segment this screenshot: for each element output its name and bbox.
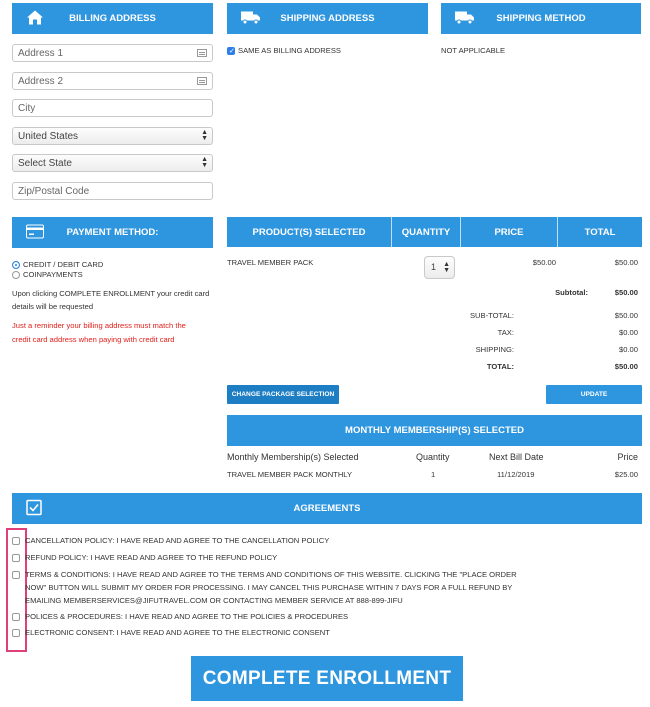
cancellation-policy-checkbox[interactable]	[12, 537, 20, 545]
membership-col-price: Price	[617, 452, 638, 462]
payment-method-header	[12, 217, 213, 248]
product-price: $50.00	[532, 258, 556, 267]
change-package-button[interactable]: CHANGE PACKAGE SELECTION	[227, 385, 339, 404]
truck-icon	[455, 10, 475, 27]
price-col-header: PRICE	[494, 226, 524, 238]
update-button[interactable]: UPDATE	[546, 385, 642, 404]
total-col-header: TOTAL	[584, 226, 616, 238]
select-arrows-icon: ▲ ▼	[201, 156, 208, 169]
shipping-address-title: SHIPPING ADDRESS	[280, 13, 375, 24]
summary-tax-label: TAX:	[497, 328, 514, 337]
complete-enrollment-label: COMPLETE ENROLLMENT	[202, 667, 452, 689]
policies-procedures-checkbox[interactable]	[12, 613, 20, 621]
select-arrows-icon: ▲ ▼	[201, 129, 208, 142]
payment-method-title: PAYMENT METHOD:	[66, 227, 159, 238]
billing-address-title: BILLING ADDRESS	[69, 13, 156, 24]
shipping-method-title: SHIPPING METHOD	[496, 13, 586, 24]
membership-col-quantity: Quantity	[416, 452, 450, 462]
refund-policy-checkbox[interactable]	[12, 554, 20, 562]
city-input[interactable]	[12, 99, 213, 117]
address1-input[interactable]	[12, 44, 213, 62]
home-icon	[26, 9, 44, 28]
summary-total-value: $50.00	[614, 362, 638, 371]
state-value: Select State	[18, 158, 72, 169]
zip-placeholder: Zip/Postal Code	[18, 186, 90, 197]
products-header	[227, 217, 642, 247]
zip-input[interactable]	[12, 182, 213, 200]
payment-info-line1: Upon clicking COMPLETE ENROLLMENT your credit card	[12, 289, 210, 298]
terms-conditions-checkbox[interactable]	[12, 571, 20, 579]
membership-row-quantity: 1	[431, 470, 436, 479]
shipping-method-header	[441, 3, 641, 34]
truck-icon	[241, 10, 261, 27]
credit-card-icon	[26, 224, 44, 241]
membership-title: MONTHLY MEMBERSHIP(S) SELECTED	[345, 425, 524, 436]
summary-tax-value: $0.00	[618, 328, 638, 337]
reminder-line1: Just a reminder your billing address must match the	[12, 321, 186, 330]
subtotal-label: Subtotal:	[555, 288, 588, 297]
terms-conditions-line1: TERMS & CONDITIONS: I HAVE READ AND AGREE TO THE TERMS AND CONDITIONS OF THIS WEBSITE. CLICKING THE "PLACE ORDER	[25, 570, 517, 579]
state-select[interactable]	[12, 154, 213, 172]
refund-policy-label: REFUND POLICY: I HAVE READ AND AGREE TO THE REFUND POLICY	[25, 553, 278, 562]
summary-shipping-label: SHIPPING:	[475, 345, 514, 354]
reminder-line2: credit card address when paying with credit card	[12, 335, 175, 344]
product-total: $50.00	[614, 258, 638, 267]
policies-procedures-label: POLICES & PROCEDURES: I HAVE READ AND AGREE TO THE POLICIES & PROCEDURES	[25, 612, 349, 621]
checkbox-icon	[26, 499, 42, 518]
summary-subtotal-label: SUB-TOTAL:	[469, 311, 514, 320]
summary-shipping-value: $0.00	[618, 345, 638, 354]
membership-col-date: Next Bill Date	[489, 452, 544, 462]
agreements-title: AGREEMENTS	[293, 503, 361, 514]
payment-info-line2: details will be requested	[12, 302, 94, 311]
terms-conditions-line3: EMAILING MEMBERSERVICES@JIFUTRAVEL.COM OR CONTACTING MEMBER SERVICE AT 888-899-JIFU	[25, 596, 403, 605]
address2-input[interactable]	[12, 72, 213, 90]
same-as-billing-label: SAME AS BILLING ADDRESS	[238, 46, 341, 55]
credit-card-label: CREDIT / DEBIT CARD	[23, 260, 104, 269]
electronic-consent-label: ELECTRONIC CONSENT: I HAVE READ AND AGREE TO THE ELECTRONIC CONSENT	[25, 628, 330, 637]
coinpayments-radio[interactable]	[12, 271, 20, 279]
cancellation-policy-label: CANCELLATION POLICY: I HAVE READ AND AGREE TO THE CANCELLATION POLICY	[25, 536, 330, 545]
summary-total-label: TOTAL:	[486, 362, 514, 371]
billing-address-header	[12, 3, 213, 34]
shipping-method-value: NOT APPLICABLE	[441, 46, 506, 55]
membership-row-name: TRAVEL MEMBER PACK MONTHLY	[227, 470, 353, 479]
agreements-header	[12, 493, 642, 524]
subtotal-value: $50.00	[614, 288, 638, 297]
same-as-billing-checkbox[interactable]	[227, 47, 235, 55]
membership-row-price: $25.00	[614, 470, 638, 479]
address2-placeholder: Address 2	[18, 76, 64, 87]
summary-subtotal-value: $50.00	[614, 311, 638, 320]
quantity-select[interactable]	[424, 256, 455, 279]
membership-row-date: 11/12/2019	[497, 470, 535, 479]
address-card-icon	[197, 49, 207, 57]
city-placeholder: City	[18, 103, 36, 114]
credit-card-radio[interactable]	[12, 261, 20, 269]
address-card-icon	[197, 77, 207, 85]
product-name: TRAVEL MEMBER PACK	[227, 258, 314, 267]
membership-header	[227, 415, 642, 446]
product-col-header: PRODUCT(S) SELECTED	[252, 226, 366, 238]
shipping-address-header	[227, 3, 428, 34]
electronic-consent-checkbox[interactable]	[12, 629, 20, 637]
complete-enrollment-button[interactable]	[191, 656, 463, 701]
select-arrows-icon: ▲ ▼	[443, 261, 450, 274]
country-value: United States	[18, 131, 79, 142]
terms-conditions-line2: NOW" BUTTON WILL SUBMIT MY ORDER FOR PROCESSING. I MAY CANCEL THIS PURCHASE WITHIN 7 DAYS FOR A FULL REFUND BY	[25, 583, 513, 592]
country-select[interactable]	[12, 127, 213, 145]
quantity-value: 1	[431, 262, 437, 272]
membership-col-name: Monthly Membership(s) Selected	[227, 452, 359, 462]
coinpayments-label: COINPAYMENTS	[23, 270, 83, 279]
address1-placeholder: Address 1	[18, 48, 64, 59]
quantity-col-header: QUANTITY	[401, 226, 451, 238]
